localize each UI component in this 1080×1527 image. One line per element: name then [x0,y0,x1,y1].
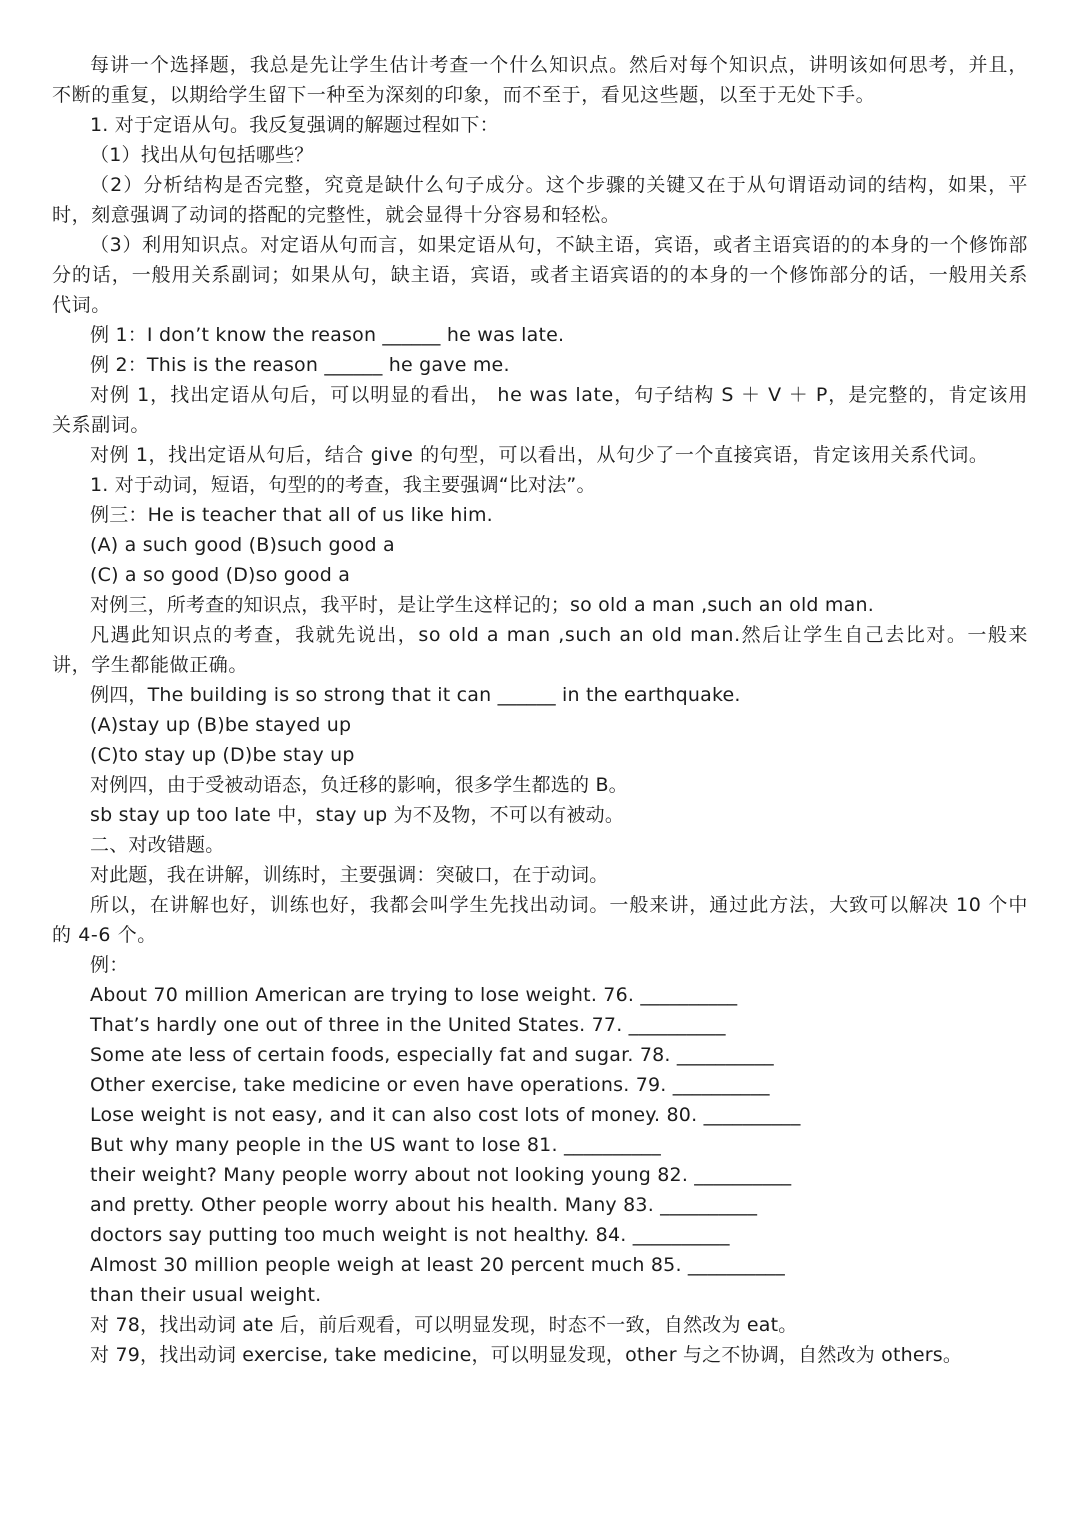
passage-line: than their usual weight. [90,1284,322,1306]
step-2: （2）分析结构是否完整，究竟是缺什么句子成分。这个步骤的关键又在于从句谓语动词的结构，如果，平时，刻意强调了动词的搭配的完整性，就会显得十分容易和轻松。 [52,174,1028,226]
example-3-analysis: 对例三，所考查的知识点，我平时，是让学生这样记的；so old a man ,such an old man. [90,594,874,616]
example-4-options-cd: (C)to stay up (D)be stay up [90,744,355,766]
passage-line: Other exercise, take medicine or even have operations. 79. __________ [90,1074,770,1096]
example-2-analysis: 对例 1，找出定语从句后，结合 give 的句型，可以看出，从句少了一个直接宾语，肯定该用关系代词。 [90,444,989,466]
error-correction-heading: 二、对改错题。 [90,834,225,856]
example-3: 例三：He is teacher that all of us like him. [90,504,493,526]
passage-line: Almost 30 million people weigh at least 20 percent much 85. __________ [90,1254,785,1276]
error-correction-passage [52,980,1028,1310]
example-3-method: 凡遇此知识点的考查，我就先说出，so old a man ,such an old man.然后让学生自己去比对。一般来讲，学生都能做正确。 [52,624,1028,676]
passage-line: That’s hardly one out of three in the United States. 77. __________ [90,1014,726,1036]
passage-line: doctors say putting too much weight is not healthy. 84. __________ [90,1224,730,1246]
step-1: （1）找出从句包括哪些？ [90,144,314,166]
example-1: 例 1：I don’t know the reason ______ he was late. [90,324,565,346]
passage-line: About 70 million American are trying to lose weight. 76. __________ [90,984,738,1006]
note-79: 对 79，找出动词 exercise, take medicine，可以明显发现，other 与之不协调，自然改为 others。 [90,1344,963,1366]
example-4-analysis: 对例四，由于受被动语态，负迁移的影响，很多学生都选的 B。 [90,774,628,796]
error-correction-method: 所以，在讲解也好，训练也好，我都会叫学生先找出动词。一般来讲，通过此方法，大致可以解决 10 个中的 4-6 个。 [52,894,1028,946]
passage-line: Lose weight is not easy, and it can also cost lots of money. 80. __________ [90,1104,801,1126]
note-78: 对 78，找出动词 ate 后，前后观看，可以明显发现，时态不一致，自然改为 eat。 [90,1314,798,1336]
passage-line: But why many people in the US want to lose 81. __________ [90,1134,661,1156]
example-3-options-ab: (A) a such good (B)such good a [90,534,395,556]
passage-line: their weight? Many people worry about not looking young 82. __________ [90,1164,792,1186]
example-4: 例四，The building is so strong that it can ______ in the earthquake. [90,684,741,706]
example-label: 例： [90,954,129,976]
passage-line: Some ate less of certain foods, especially fat and sugar. 78. __________ [90,1044,774,1066]
example-4-note: sb stay up too late 中，stay up 为不及物，不可以有被动。 [90,804,625,826]
example-1-analysis: 对例 1，找出定语从句后，可以明显的看出， he was late，句子结构 S ＋ V ＋ P，是完整的，肯定该用关系副词。 [52,384,1028,436]
intro-paragraph: 每讲一个选择题，我总是先让学生估计考查一个什么知识点。然后对每个知识点，讲明该如何思考，并且，不断的重复，以期给学生留下一种至为深刻的印象，而不至于，看见这些题，以至于无处下手。 [52,54,1028,106]
example-4-options-ab: (A)stay up (B)be stayed up [90,714,352,736]
attributive-clause-heading: 1. 对于定语从句。我反复强调的解题过程如下： [90,114,499,136]
passage-line: and pretty. Other people worry about his health. Many 83. __________ [90,1194,758,1216]
step-3: （3）利用知识点。对定语从句而言，如果定语从句，不缺主语，宾语，或者主语宾语的的本身的一个修饰部分的话，一般用关系副词；如果从句，缺主语，宾语，或者主语宾语的的本身的一个修饰部分的话，一般用关系代词。 [52,234,1028,316]
example-3-options-cd: (C) a so good (D)so good a [90,564,351,586]
error-correction-strategy: 对此题，我在讲解，训练时，主要强调：突破口，在于动词。 [90,864,609,886]
verbs-heading: 1. 对于动词，短语，句型的的考查，我主要强调“比对法”。 [90,474,596,496]
example-2: 例 2：This is the reason ______ he gave me. [90,354,510,376]
